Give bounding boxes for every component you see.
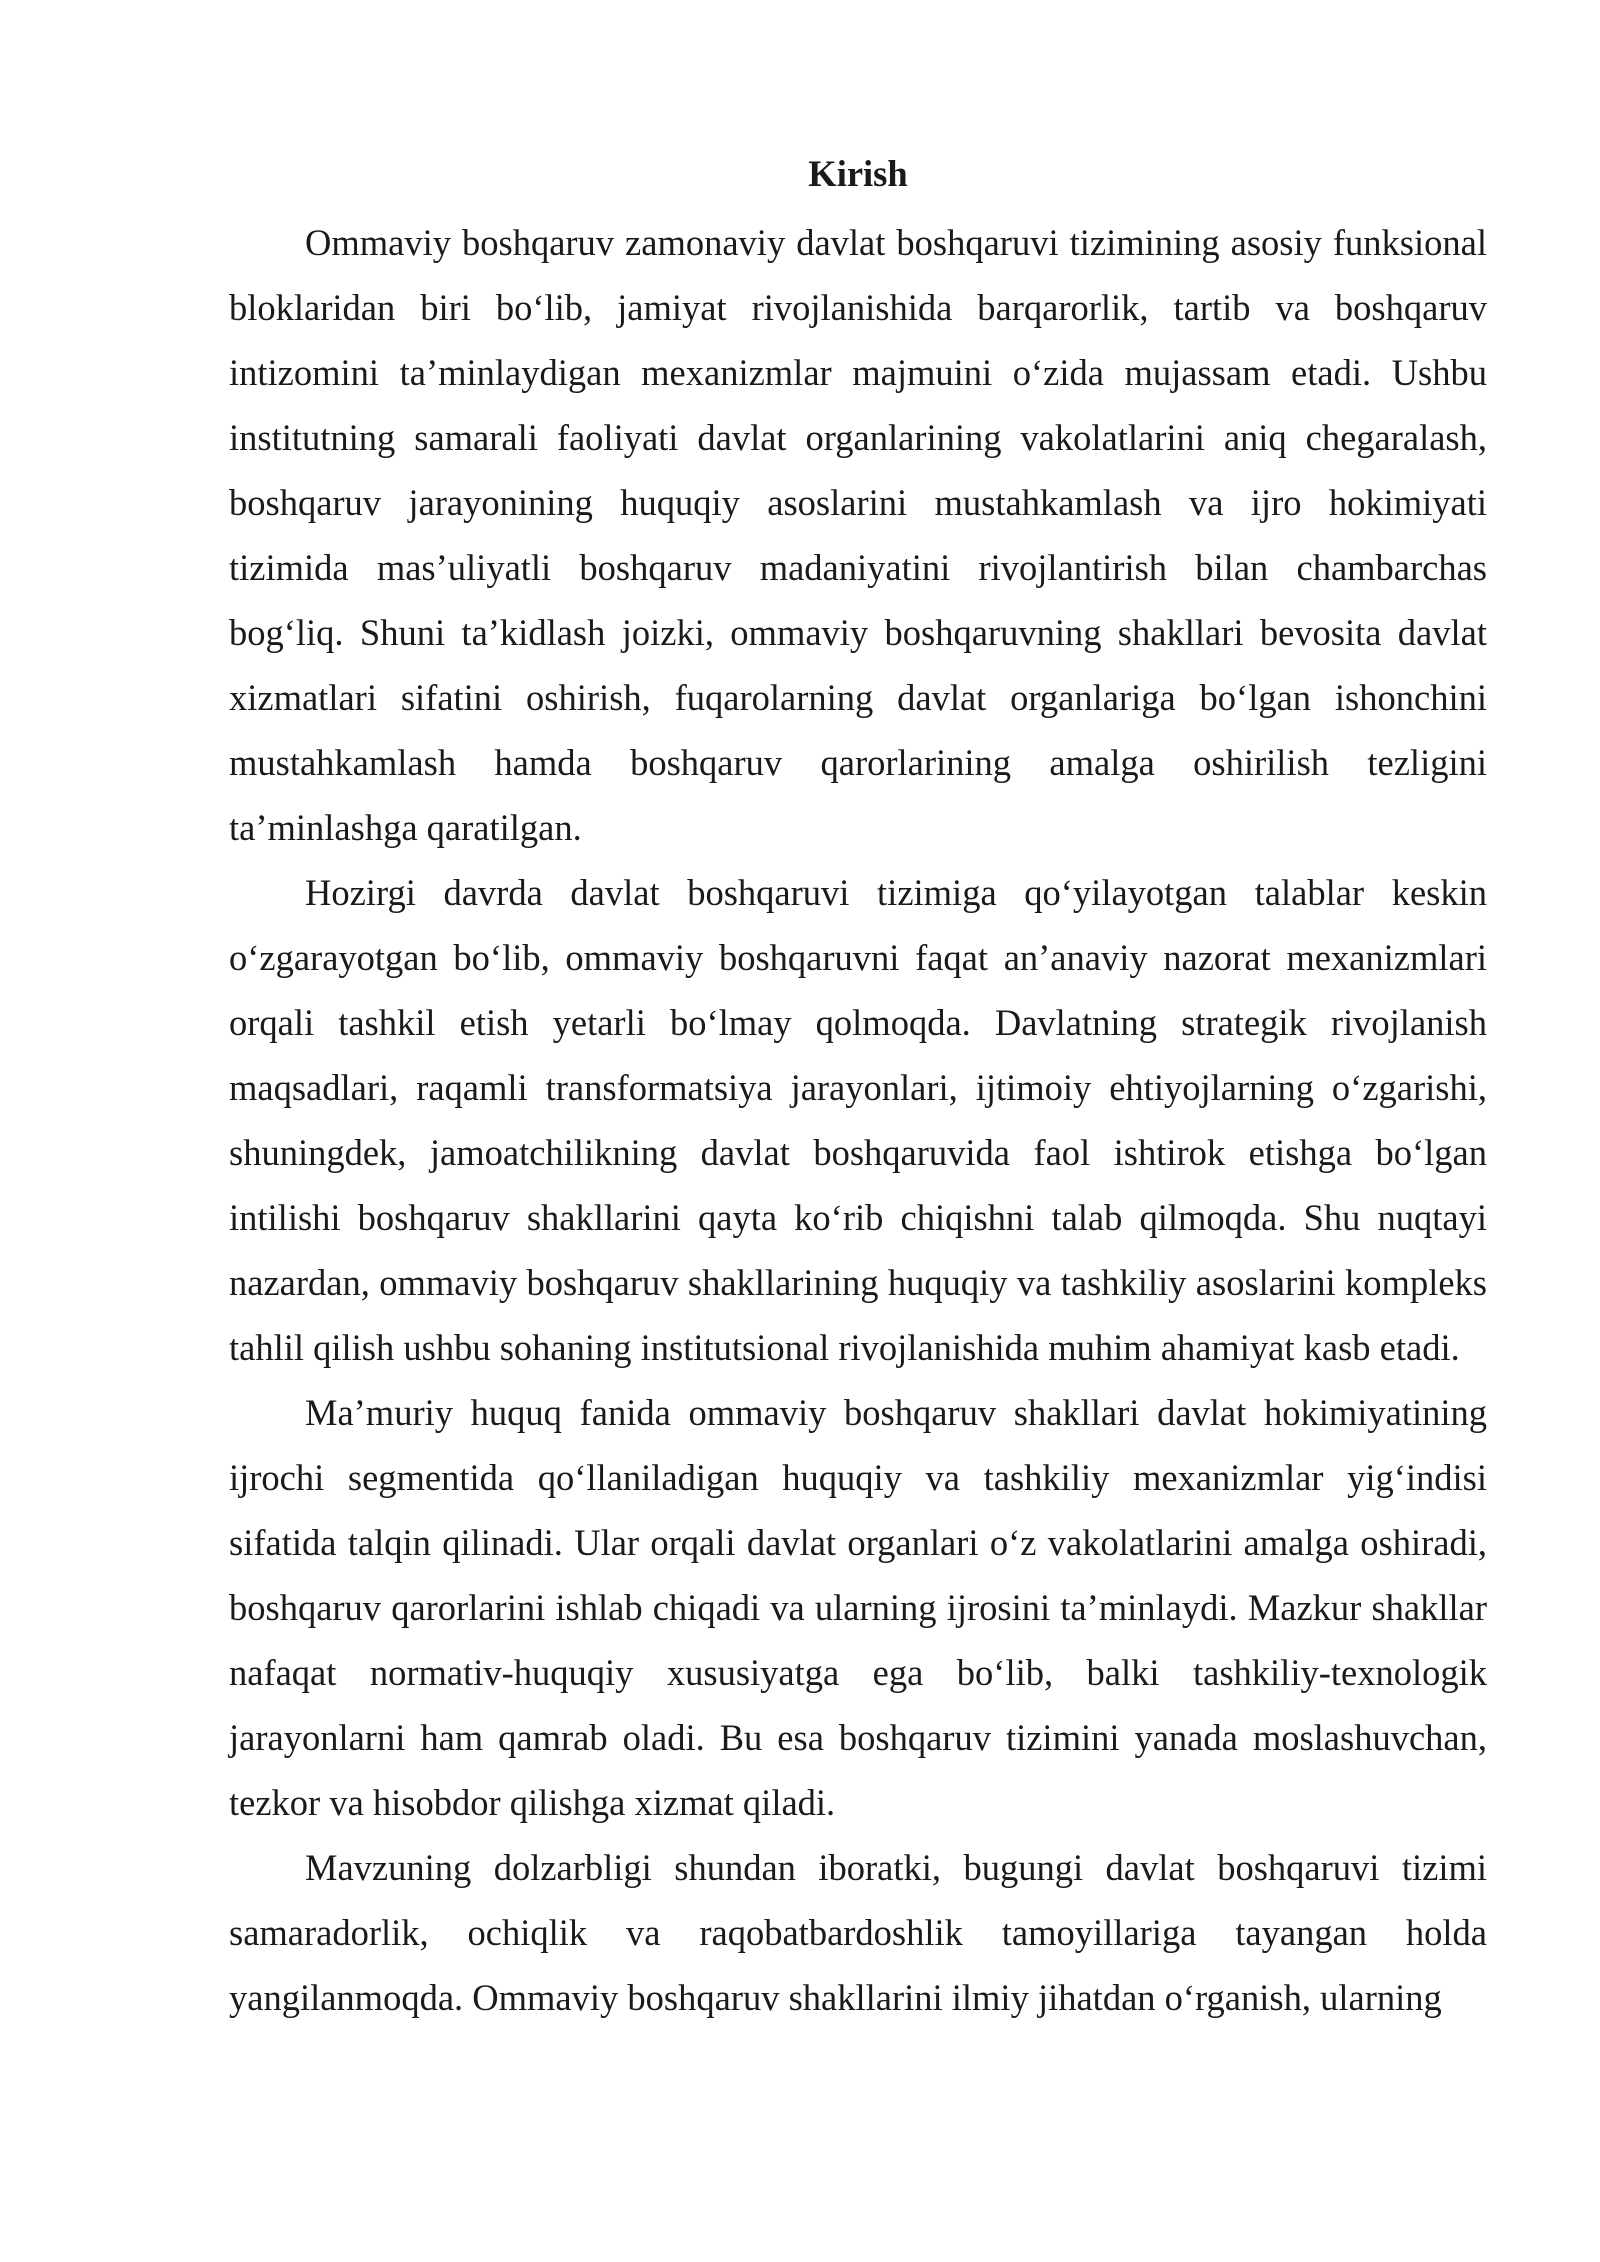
paragraph-4: Mavzuning dolzarbligi shundan iboratki, bugungi davlat boshqaruvi tizimi samaradorlik, ochiqlik va raqobatbardoshlik tamoyillariga tayangan holda yangilanmoqda. Ommaviy boshqaruv shakllarini ilmiy jihatdan o‘rganish, ularning: [229, 1847, 1487, 2018]
paragraph-2: Hozirgi davrda davlat boshqaruvi tizimiga qo‘yilayotgan talablar keskin o‘zgarayotgan bo‘lib, ommaviy boshqaruvni faqat an’anaviy nazorat mexanizmlari orqali tashkil etish yetarli bo‘lmay qolmoqda. Davlatning strategik rivojlanish maqsadlari, raqamli transformatsiya jarayonlari, ijtimoiy ehtiyojlarning o‘zgarishi, shuningdek, jamoatchilikning davlat boshqaruvida faol ishtirok etishga bo‘lgan intilishi boshqaruv shakllarini qayta ko‘rib chiqishni talab qilmoqda. Shu nuqtayi nazardan, ommaviy boshqaruv shakllarining huquqiy va tashkiliy asoslarini kompleks tahlil qilish ushbu sohaning institutsional rivojlanishida muhim ahamiyat kasb etadi.: [229, 872, 1487, 1368]
paragraph-1: Ommaviy boshqaruv zamonaviy davlat boshqaruvi tizimining asosiy funksional bloklaridan biri bo‘lib, jamiyat rivojlanishida barqarorlik, tartib va boshqaruv intizomini ta’minlaydigan mexanizmlar majmuini o‘zida mujassam etadi. Ushbu institutning samarali faoliyati davlat organlarining vakolatlarini aniq chegaralash, boshqaruv jarayonining huquqiy asoslarini mustahkamlash va ijro hokimiyati tizimida mas’uliyatli boshqaruv madaniyatini rivojlantirish bilan chambarchas bog‘liq. Shuni ta’kidlash joizki, ommaviy boshqaruvning shakllari bevosita davlat xizmatlari sifatini oshirish, fuqarolarning davlat organlariga bo‘lgan ishonchini mustahkamlash hamda boshqaruv qarorlarining amalga oshirilish tezligini ta’minlashga qaratilgan.: [229, 222, 1487, 848]
document-body: [229, 138, 1487, 2030]
paragraph-3: Ma’muriy huquq fanida ommaviy boshqaruv shakllari davlat hokimiyatining ijrochi segmentida qo‘llaniladigan huquqiy va tashkiliy mexanizmlar yig‘indisi sifatida talqin qilinadi. Ular orqali davlat organlari o‘z vakolatlarini amalga oshiradi, boshqaruv qarorlarini ishlab chiqadi va ularning ijrosini ta’minlaydi. Mazkur shakllar nafaqat normativ-huquqiy xususiyatga ega bo‘lib, balki tashkiliy-texnologik jarayonlarni ham qamrab oladi. Bu esa boshqaruv tizimini yanada moslashuvchan, tezkor va hisobdor qilishga xizmat qiladi.: [229, 1392, 1487, 1823]
document-title: Kirish: [808, 153, 908, 194]
